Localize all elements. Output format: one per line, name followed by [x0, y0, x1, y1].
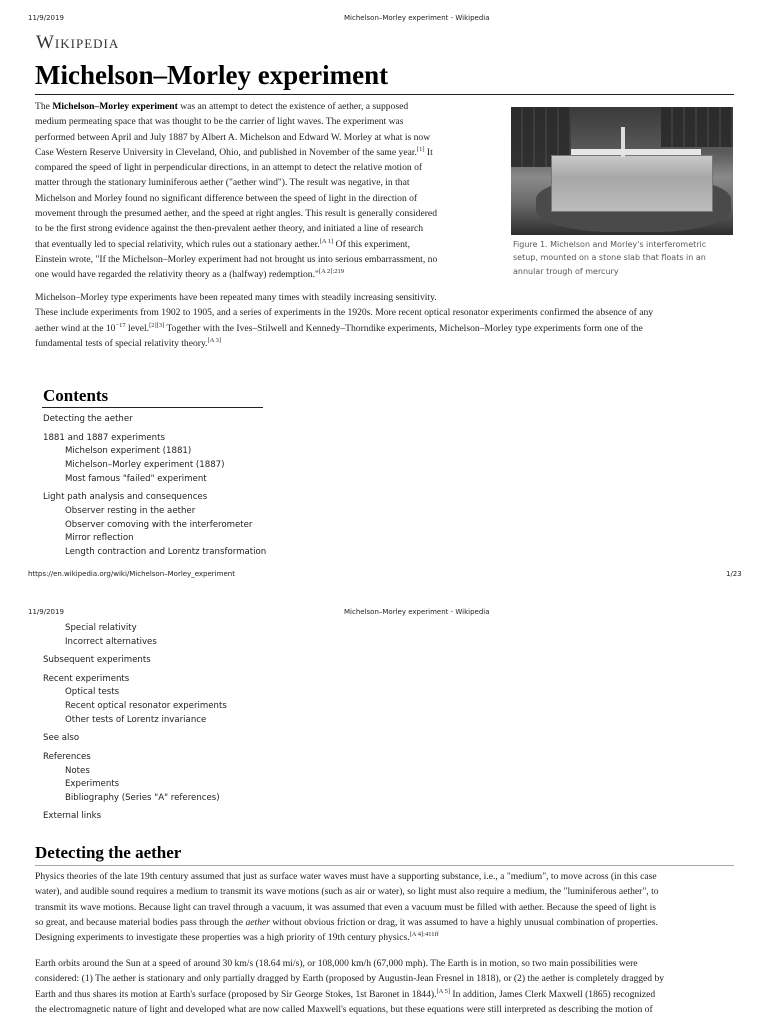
section-line: Physics theories of the late 19th century assumed that just as surface water waves must have a supporting substance, i.e., a "medium", to move across (in this case — [35, 871, 657, 882]
caption-line: Figure 1. Michelson and Morley's interferometric — [513, 240, 707, 249]
section-heading-detecting-aether: Detecting the aether — [35, 843, 182, 862]
toc-item[interactable]: Mirror reflection — [65, 533, 134, 544]
summary-line: aether wind at the $10^{-17}$ level.[2][3] Together with the Ives–Stilwell and Kennedy–Thorndike experiments, Michelson–Morley type experiments form one of the — [35, 321, 643, 334]
page1-header-date: 11/9/2019 — [28, 14, 64, 22]
interferometer-photo — [511, 107, 733, 235]
toc-item[interactable]: Light path analysis and consequences — [43, 492, 208, 503]
section-line: Earth and thus shares its motion at Earth's surface (proposed by Sir George Stokes, 1st Baronet in 1844).[A 5] In addition, James Clerk Maxwell (1865) recognized — [35, 987, 656, 1000]
toc-item[interactable]: Experiments — [65, 779, 120, 790]
section-paragraph-2 — [35, 956, 735, 1017]
intro-line: one would have regarded the relativity theory as a (halfway) redemption."$^{[A 2]:219}$ — [35, 268, 345, 281]
toc-item[interactable]: Observer comoving with the interferometer — [65, 519, 253, 530]
wikipedia-wordmark[interactable]: Wikipedia — [36, 32, 120, 53]
intro-line: Case Western Reserve University in Cleveland, Ohio, and published in November of the same year.[1] It — [35, 145, 433, 158]
contents-title: Contents — [43, 386, 109, 405]
toc-item[interactable]: Other tests of Lorentz invariance — [65, 714, 207, 725]
toc-item[interactable]: Recent optical resonator experiments — [65, 701, 227, 712]
toc-item[interactable]: Michelson–Morley experiment (1887) — [65, 459, 225, 470]
section-line: water), and audible sound requires a medium to transmit its wave motions (such as air or water), so light must also require a medium, the "luminiferous aether", to — [35, 886, 659, 898]
intro-paragraph — [35, 99, 495, 283]
toc-item[interactable]: Recent experiments — [43, 673, 130, 684]
intro-line: compared the speed of light in perpendicular directions, in an attempt to detect the relative motion of — [35, 162, 423, 174]
caption-line: annular trough of mercury — [513, 266, 619, 276]
toc-item[interactable]: Bibliography (Series "A" references) — [65, 792, 220, 803]
toc-item[interactable]: Optical tests — [65, 687, 120, 698]
intro-line: matter through the stationary luminiferous aether ("aether wind"). The result was negative, in that — [35, 177, 410, 189]
section-line: considered: (1) The aether is stationary and only partially dragged by Earth (proposed by Augustin-Jean Fresnel in 1818), or (2) the aether is completely dragged by — [35, 973, 665, 985]
intro-line: Michelson and Morley found no significant difference between the speed of light in the direction of — [35, 192, 418, 204]
toc-item[interactable]: Subsequent experiments — [43, 655, 151, 666]
page1-footer-page-number: 1/23 — [726, 570, 742, 578]
summary-line: fundamental tests of special relativity theory.[A 3] — [35, 336, 222, 349]
page2-header-title: Michelson–Morley experiment - Wikipedia — [344, 608, 490, 616]
section-rule — [35, 865, 734, 866]
toc-item[interactable]: Observer resting in the aether — [65, 505, 196, 516]
section-paragraph-1 — [35, 869, 735, 945]
toc-item[interactable]: 1881 and 1887 experiments — [43, 432, 165, 443]
intro-line: performed between April and July 1887 by Albert A. Michelson and Edward W. Morley at what is now — [35, 131, 431, 143]
intro-line: that eventually led to special relativity, which rules out a stationary aether.[A 1] Of this experiment, — [35, 237, 410, 250]
toc-item[interactable]: Michelson experiment (1881) — [65, 446, 192, 457]
section-line: Designing experiments to investigate these properties was a high priority of 19th century physics.$^{[A 4]:411ff}$ — [35, 931, 439, 944]
page1-footer-url[interactable]: https://en.wikipedia.org/wiki/Michelson–Morley_experiment — [28, 570, 235, 578]
toc-item[interactable]: See also — [43, 733, 80, 744]
title-rule — [35, 94, 734, 95]
toc-item[interactable]: Incorrect alternatives — [65, 636, 157, 647]
toc-item[interactable]: Notes — [65, 765, 90, 776]
figure-caption — [513, 238, 735, 278]
section-line: Earth orbits around the Sun at a speed of around 30 km/s (18.64 mi/s), or 108,000 km/h (67,000 mph). The Earth is in motion, so two main possibilities were — [35, 958, 638, 969]
summary-line: These include experiments from 1902 to 1905, and a series of experiments in the 1920s. More recent optical resonator experiments confirmed the absence of any — [35, 307, 654, 319]
toc-item[interactable]: Most famous "failed" experiment — [65, 473, 207, 484]
summary-line: Michelson–Morley type experiments have been repeated many times with steadily increasing sensitivity. — [35, 292, 437, 303]
intro-line: movement through the presumed aether, and the speed at right angles. This result is generally considered — [35, 208, 437, 220]
contents-rule — [42, 407, 263, 408]
caption-line: setup, mounted on a stone slab that floats in an — [513, 253, 706, 263]
toc-item[interactable]: Special relativity — [65, 623, 137, 633]
toc-item[interactable]: References — [43, 751, 91, 762]
page1-header-title: Michelson–Morley experiment - Wikipedia — [344, 14, 490, 22]
intro-line: to be the first strong evidence against the then-prevalent aether theory, and initiated a line of research — [35, 223, 424, 235]
intro-line: Einstein wrote, "If the Michelson–Morley experiment had not brought us into serious embarrassment, no — [35, 253, 438, 265]
page2-header-date: 11/9/2019 — [28, 608, 64, 616]
toc-item[interactable]: External links — [43, 811, 102, 822]
toc-item[interactable]: Length contraction and Lorentz transformation — [65, 546, 267, 557]
intro-line: medium permeating space that was thought to be the carrier of light waves. The experiment was — [35, 116, 404, 128]
section-line: transmit its wave motions. Because light can travel through a vacuum, it was assumed that even a vacuum must be filled with aether. Because the speed of light is — [35, 901, 657, 913]
section-line: so great, and because material bodies pass through the aether without obvious friction or drag, it was assumed to have a highly unusual combination of properties. — [35, 916, 658, 928]
toc-item[interactable]: Detecting the aether — [43, 414, 133, 424]
section-line: the electromagnetic nature of light and developed what are now called Maxwell's equations, but these equations were still interpreted as describing the motion of — [35, 1003, 653, 1015]
page-title: Michelson–Morley experiment — [35, 60, 389, 90]
summary-paragraph — [35, 290, 735, 351]
intro-line: The Michelson–Morley experiment was an attempt to detect the existence of aether, a supposed — [35, 101, 409, 112]
